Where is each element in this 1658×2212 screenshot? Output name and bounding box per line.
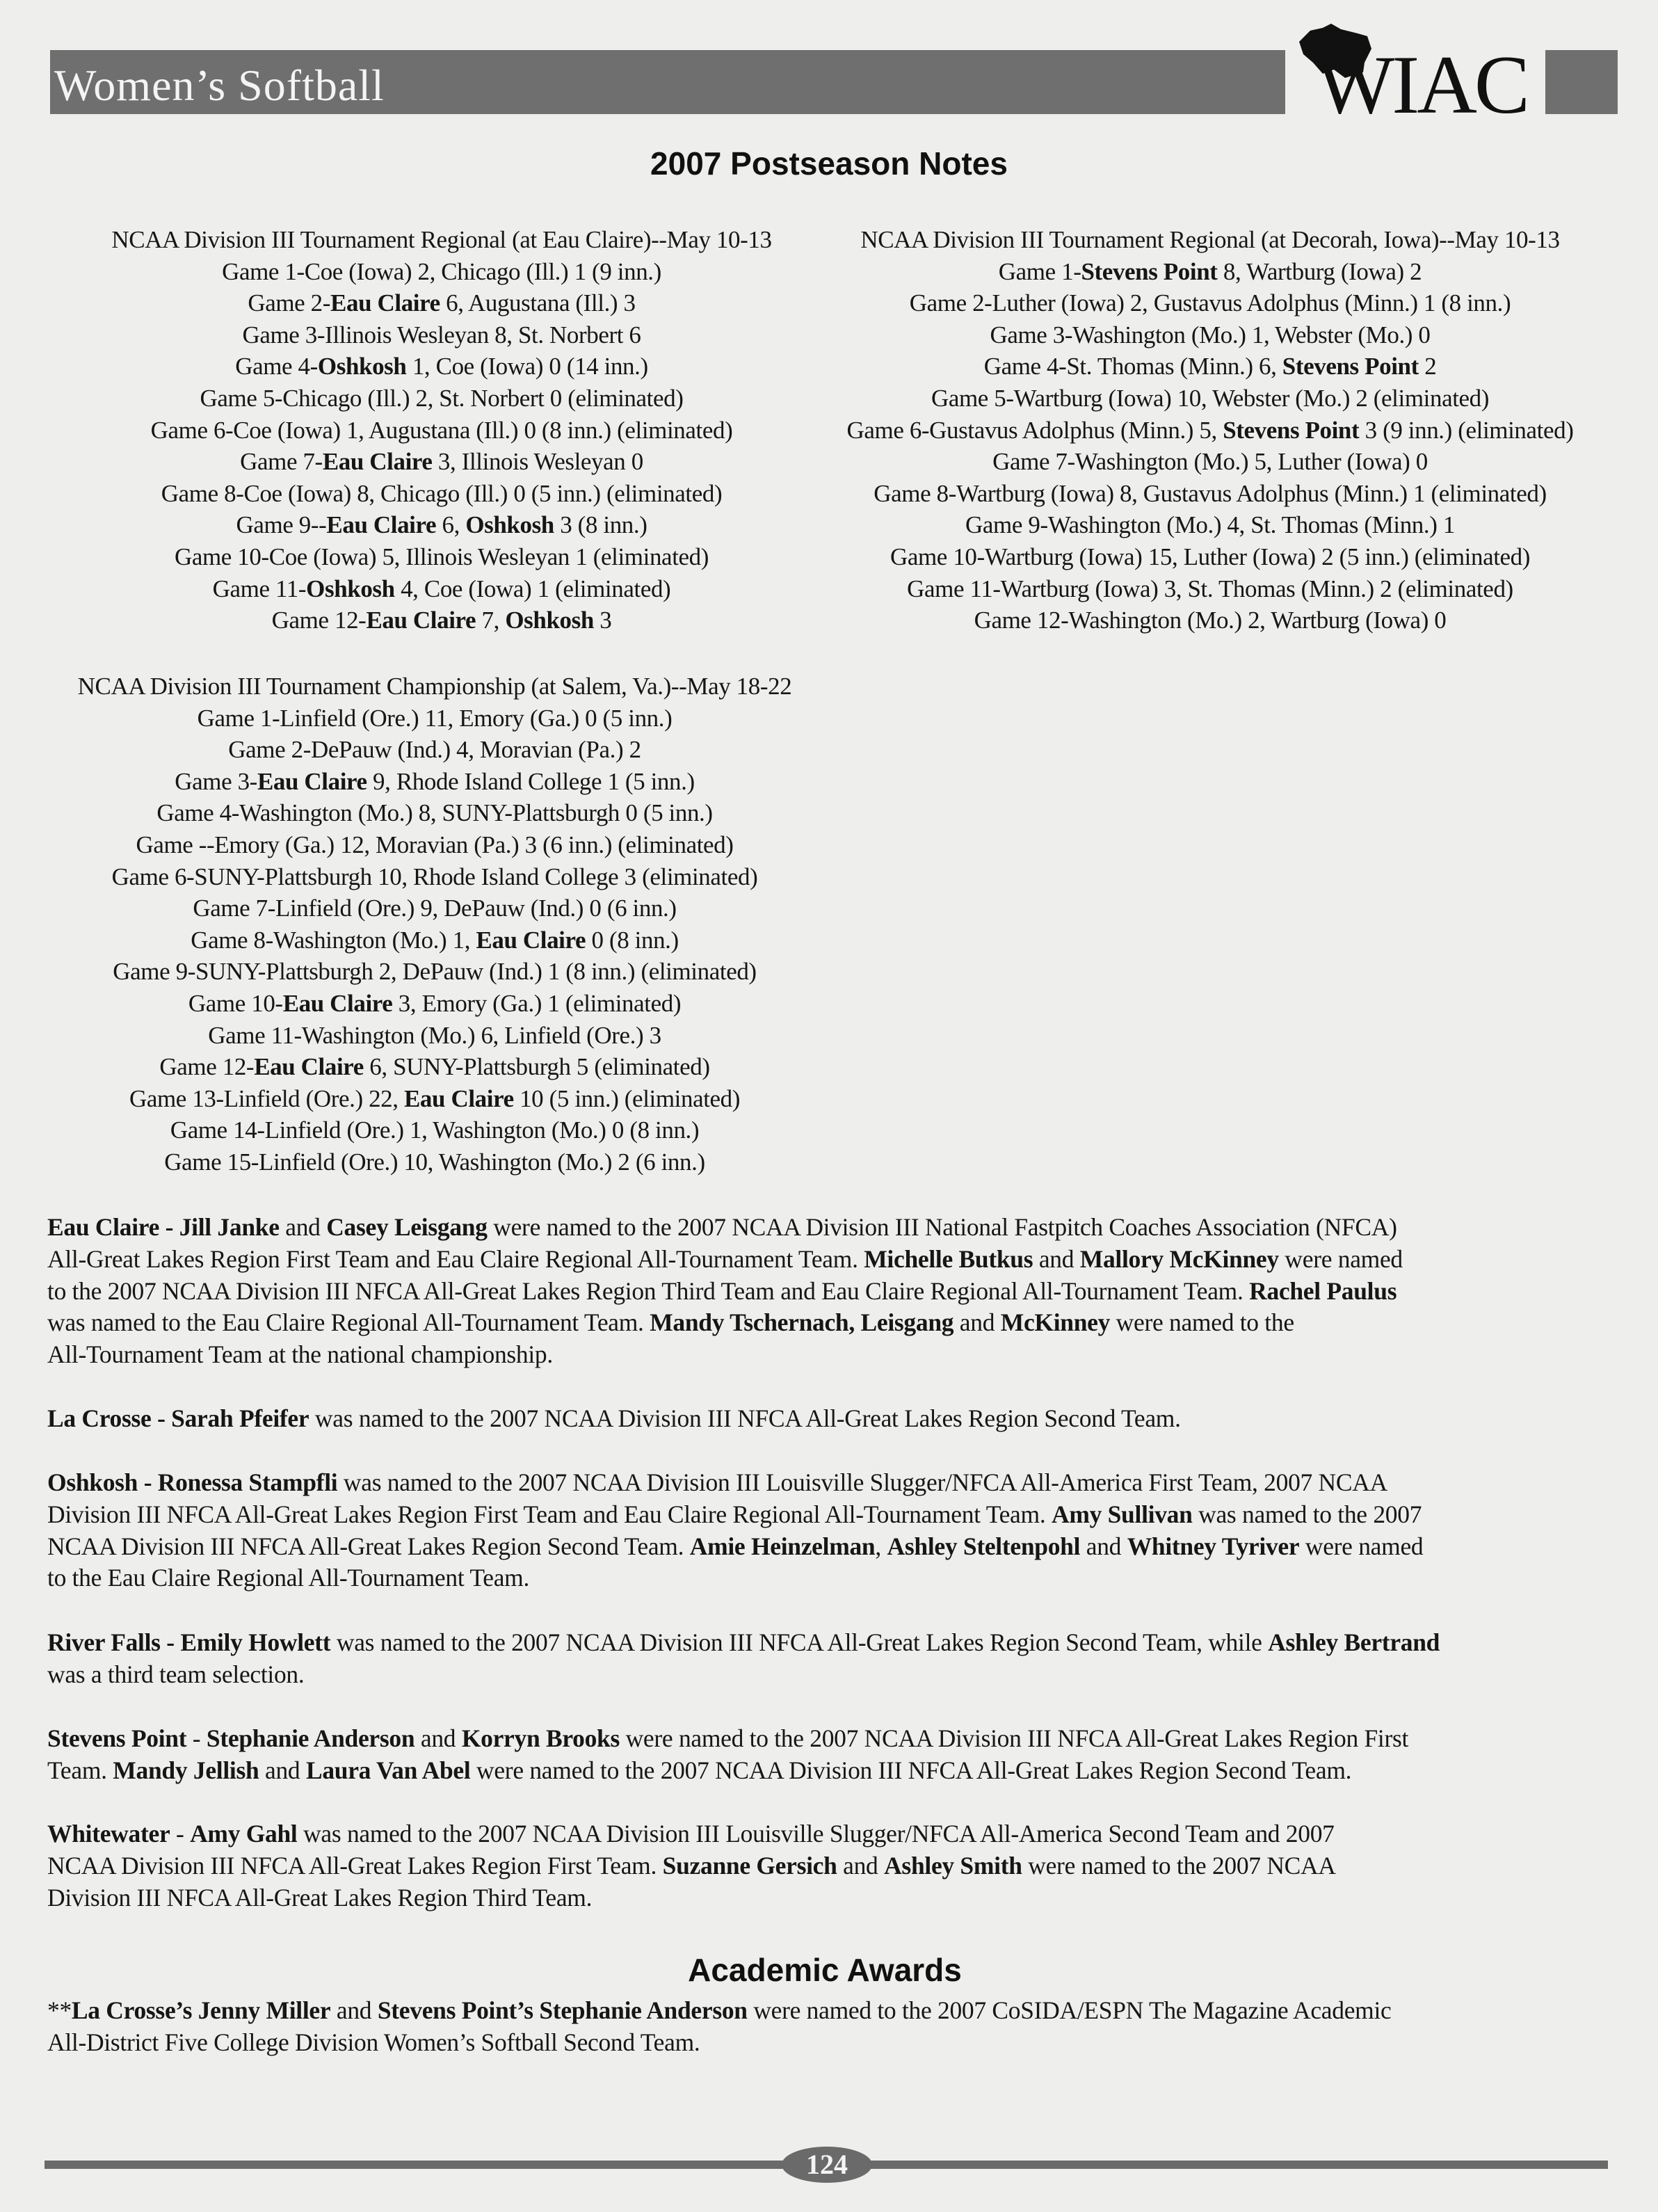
- bold-name: Stevens Point: [47, 1724, 187, 1752]
- text-segment: were named to the 2007 CoSIDA/ESPN The Magazine Academic: [747, 1996, 1392, 2024]
- text-segment: All-Tournament Team at the national championship.: [47, 1340, 553, 1369]
- game-result: [42, 351, 842, 383]
- game-result: [42, 956, 828, 988]
- bold-name: Amy Gahl: [190, 1820, 298, 1848]
- regional-decorah-heading: NCAA Division III Tournament Regional (at Decorah, Iowa)--May 10-13: [860, 226, 1560, 253]
- text-segment: Game 1-Coe (Iowa) 2, Chicago (Ill.) 1 (9 inn.): [222, 257, 661, 285]
- text-segment: Game 6-Gustavus Adolphus (Minn.) 5,: [846, 416, 1223, 444]
- text-segment: Game 3-Illinois Wesleyan 8, St. Norbert 6: [242, 321, 641, 348]
- game-result: [42, 1146, 828, 1178]
- bold-name: Eau Claire: [326, 511, 437, 539]
- game-result: [800, 287, 1620, 319]
- bold-name: Oshkosh - Ronessa Stampfli: [47, 1468, 338, 1496]
- bold-name: Ashley Smith: [884, 1851, 1022, 1880]
- bold-name: Stevens Point’s Stephanie Anderson: [377, 1996, 748, 2024]
- bold-name: Eau Claire: [366, 607, 476, 634]
- text-segment: -: [170, 1820, 191, 1848]
- text-segment: Team.: [47, 1756, 113, 1784]
- bold-name: Eau Claire: [282, 989, 393, 1017]
- game-result: [42, 703, 828, 735]
- section-title: Women’s Softball: [54, 61, 385, 110]
- text-segment: and: [414, 1724, 462, 1752]
- text-segment: was named to the 2007 NCAA Division III NFCA All-Great Lakes Region Second Team.: [309, 1404, 1181, 1432]
- text-segment: Game 5-Chicago (Ill.) 2, St. Norbert 0 (eliminated): [200, 384, 684, 412]
- text-segment: Game 9--: [236, 511, 327, 539]
- bold-name: Ashley Steltenpohl: [887, 1532, 1081, 1560]
- game-result: [42, 541, 842, 573]
- game-result: [800, 256, 1620, 288]
- bold-name: Stevens Point: [1282, 353, 1419, 380]
- text-segment: Game 4-Washington (Mo.) 8, SUNY-Plattsburgh 0 (5 inn.): [156, 799, 713, 827]
- text-segment: Game 7-Washington (Mo.) 5, Luther (Iowa) 0: [992, 448, 1428, 476]
- game-result: [800, 446, 1620, 478]
- bold-name: Eau Claire: [330, 289, 440, 317]
- game-result: [42, 892, 828, 924]
- text-segment: 3: [593, 607, 612, 634]
- text-segment: Game 10-Coe (Iowa) 5, Illinois Wesleyan 1 (eliminated): [174, 543, 709, 570]
- bold-name: Eau Claire: [257, 767, 367, 795]
- regional-decorah: [800, 224, 1620, 634]
- bold-name: Ashley Bertrand: [1268, 1628, 1440, 1656]
- note-stevens-point: [47, 1723, 1620, 1787]
- bold-name: Eau Claire - Jill Janke: [47, 1213, 280, 1241]
- text-segment: 10 (5 inn.) (eliminated): [513, 1084, 741, 1112]
- game-result: [42, 604, 842, 636]
- game-result: [800, 351, 1620, 383]
- text-segment: 3 (9 inn.) (eliminated): [1359, 416, 1574, 444]
- game-result: [800, 541, 1620, 573]
- bold-name: Whitewater: [47, 1820, 170, 1848]
- text-segment: Game 7-: [240, 448, 323, 476]
- text-segment: 6, Augustana (Ill.) 3: [440, 289, 636, 317]
- text-segment: 0 (8 inn.): [586, 926, 679, 954]
- text-segment: Game 12-: [271, 607, 367, 634]
- bold-name: La Crosse’s Jenny Miller: [71, 1996, 331, 2024]
- text-segment: 8, Wartburg (Iowa) 2: [1217, 257, 1422, 285]
- note-line: [47, 1339, 1620, 1371]
- bold-name: McKinney: [1000, 1308, 1111, 1337]
- text-segment: Game 8-Coe (Iowa) 8, Chicago (Ill.) 0 (5 inn.) (eliminated): [161, 479, 723, 507]
- text-segment: was a third team selection.: [47, 1660, 305, 1688]
- bold-name: River Falls - Emily Howlett: [47, 1628, 331, 1656]
- note-line: [47, 1403, 1620, 1435]
- bold-name: Mallory McKinney: [1079, 1244, 1279, 1273]
- text-segment: were named: [1278, 1244, 1403, 1273]
- text-segment: 4, Coe (Iowa) 1 (eliminated): [394, 575, 671, 602]
- text-segment: Game 1-Linfield (Ore.) 11, Emory (Ga.) 0 (5 inn.): [197, 704, 673, 732]
- academic-awards-heading: Academic Awards: [688, 1952, 962, 1988]
- text-segment: was named to the 2007 NCAA Division III Louisville Slugger/NFCA All-America Second Team and 2007: [297, 1820, 1335, 1848]
- bold-name: Amie Heinzelman: [689, 1532, 876, 1560]
- text-segment: and: [330, 1996, 378, 2024]
- text-segment: and: [1080, 1532, 1127, 1560]
- game-result: [42, 573, 842, 605]
- note-line: [47, 1212, 1620, 1244]
- note-line: [47, 1276, 1620, 1308]
- text-segment: Game 7-Linfield (Ore.) 9, DePauw (Ind.) 0 (6 inn.): [193, 895, 677, 922]
- note-line: [47, 1659, 1620, 1691]
- text-segment: Game 11-Wartburg (Iowa) 3, St. Thomas (Minn.) 2 (eliminated): [907, 575, 1513, 602]
- game-result: [800, 604, 1620, 636]
- text-segment: Game 8-Wartburg (Iowa) 8, Gustavus Adolphus (Minn.) 1 (eliminated): [874, 479, 1547, 507]
- championship-heading: NCAA Division III Tournament Championship (at Salem, Va.)--May 18-22: [77, 673, 792, 700]
- text-segment: Game 11-: [212, 575, 307, 602]
- game-result: [800, 415, 1620, 447]
- bold-name: Suzanne Gersich: [662, 1851, 837, 1880]
- game-result: [800, 573, 1620, 605]
- text-segment: were named to the 2007 NCAA Division III NFCA All-Great Lakes Region First: [620, 1724, 1409, 1752]
- note-line: [47, 1818, 1620, 1850]
- text-segment: were named to the 2007 NCAA Division III National Fastpitch Coaches Association (NFCA): [487, 1213, 1397, 1241]
- note-line: [47, 1723, 1620, 1755]
- text-segment: Game 11-Washington (Mo.) 6, Linfield (Ore.) 3: [208, 1021, 661, 1049]
- game-result: [42, 446, 842, 478]
- text-segment: Game 6-SUNY-Plattsburgh 10, Rhode Island College 3 (eliminated): [111, 863, 758, 890]
- note-line: [47, 1467, 1620, 1499]
- note-line: [47, 1882, 1620, 1914]
- game-result: [42, 988, 828, 1020]
- text-segment: Game 2-DePauw (Ind.) 4, Moravian (Pa.) 2: [228, 736, 641, 764]
- text-segment: to the Eau Claire Regional All-Tournament Team.: [47, 1564, 530, 1592]
- bold-name: Oshkosh: [465, 511, 554, 539]
- text-segment: Game --Emory (Ga.) 12, Moravian (Pa.) 3 (6 inn.) (eliminated): [136, 831, 734, 858]
- note-line: [47, 1531, 1620, 1563]
- bold-name: Laura Van Abel: [305, 1756, 471, 1784]
- academic-awards-text: [47, 1995, 1620, 2059]
- text-segment: Game 10-: [188, 989, 283, 1017]
- text-segment: NCAA Division III NFCA All-Great Lakes Region Second Team.: [47, 1532, 690, 1560]
- text-segment: were named to the 2007 NCAA: [1022, 1851, 1336, 1880]
- text-segment: **: [47, 1996, 72, 2024]
- note-line: [47, 1850, 1620, 1882]
- game-result: [42, 829, 828, 861]
- bold-name: Oshkosh: [505, 607, 594, 634]
- text-segment: was named to the Eau Claire Regional All-Tournament Team.: [47, 1308, 650, 1337]
- text-segment: Division III NFCA All-Great Lakes Region Third Team.: [47, 1883, 593, 1912]
- text-segment: Game 1-: [998, 257, 1081, 285]
- text-segment: Game 3-: [175, 767, 257, 795]
- game-result: [42, 734, 828, 766]
- game-result: [42, 1083, 828, 1115]
- regional-eau-claire: [42, 224, 842, 634]
- text-segment: Game 3-Washington (Mo.) 1, Webster (Mo.) 0: [990, 321, 1431, 348]
- bold-name: Oshkosh: [317, 353, 407, 380]
- text-segment: Game 2-: [248, 289, 331, 317]
- game-result: [42, 924, 828, 956]
- text-segment: All-Great Lakes Region First Team and Eau Claire Regional All-Tournament Team.: [47, 1244, 864, 1273]
- note-la-crosse: [47, 1403, 1620, 1435]
- text-segment: Game 10-Wartburg (Iowa) 15, Luther (Iowa) 2 (5 inn.) (eliminated): [890, 543, 1531, 570]
- game-result: [42, 797, 828, 829]
- text-segment: ,: [875, 1532, 887, 1560]
- note-line: [47, 1562, 1620, 1594]
- bold-name: Eau Claire: [476, 926, 586, 954]
- text-segment: Game 12-: [159, 1053, 255, 1081]
- note-line: [47, 1307, 1620, 1339]
- text-segment: Game 4-St. Thomas (Minn.) 6,: [983, 353, 1282, 380]
- game-result: [800, 383, 1620, 415]
- text-segment: Game 14-Linfield (Ore.) 1, Washington (Mo.) 0 (8 inn.): [170, 1116, 700, 1144]
- text-segment: Game 15-Linfield (Ore.) 10, Washington (Mo.) 2 (6 inn.): [164, 1148, 705, 1176]
- bold-name: Eau Claire: [322, 448, 433, 476]
- text-segment: Game 9-SUNY-Plattsburgh 2, DePauw (Ind.) 1 (8 inn.) (eliminated): [113, 958, 757, 986]
- text-segment: 2: [1418, 353, 1437, 380]
- text-segment: Game 8-Washington (Mo.) 1,: [191, 926, 476, 954]
- banner-end-block: [1545, 50, 1618, 114]
- game-result: [42, 415, 842, 447]
- game-result: [42, 861, 828, 893]
- bold-name: Mandy Tschernach, Leisgang: [650, 1308, 954, 1337]
- regional-eau-claire-heading: NCAA Division III Tournament Regional (at Eau Claire)--May 10-13: [111, 226, 772, 253]
- championship: [42, 671, 828, 1176]
- text-segment: -: [186, 1724, 207, 1752]
- text-segment: and: [1033, 1244, 1080, 1273]
- note-line: [47, 1244, 1620, 1276]
- note-line: [47, 1627, 1620, 1659]
- bold-name: Stevens Point: [1223, 416, 1360, 444]
- bold-name: Casey Leisgang: [326, 1213, 488, 1241]
- bold-name: Whitney Tyriver: [1127, 1532, 1300, 1560]
- text-segment: Game 6-Coe (Iowa) 1, Augustana (Ill.) 0 (8 inn.) (eliminated): [150, 416, 733, 444]
- text-segment: 9, Rhode Island College 1 (5 inn.): [367, 767, 695, 795]
- text-segment: Game 5-Wartburg (Iowa) 10, Webster (Mo.) 2 (eliminated): [931, 384, 1490, 412]
- game-result: [42, 383, 842, 415]
- wiac-logo: WIAC: [1316, 38, 1527, 131]
- text-segment: NCAA Division III NFCA All-Great Lakes Region First Team.: [47, 1851, 663, 1880]
- text-segment: Game 9-Washington (Mo.) 4, St. Thomas (Minn.) 1: [965, 511, 1455, 539]
- game-result: [42, 478, 842, 510]
- game-result: [800, 319, 1620, 351]
- text-segment: and: [953, 1308, 1001, 1337]
- bold-name: La Crosse - Sarah Pfeifer: [47, 1404, 309, 1432]
- game-result: [42, 509, 842, 541]
- bold-name: Amy Sullivan: [1051, 1500, 1193, 1528]
- text-segment: All-District Five College Division Women’s Softball Second Team.: [47, 2028, 700, 2056]
- bold-name: Eau Claire: [403, 1084, 514, 1112]
- text-segment: Game 13-Linfield (Ore.) 22,: [129, 1084, 404, 1112]
- text-segment: was named to the 2007: [1192, 1500, 1422, 1528]
- bold-name: Stephanie Anderson: [206, 1724, 415, 1752]
- text-segment: Division III NFCA All-Great Lakes Region First Team and Eau Claire Regional All-Tournament Team.: [47, 1500, 1052, 1528]
- bold-name: Rachel Paulus: [1249, 1276, 1397, 1305]
- text-segment: 3, Emory (Ga.) 1 (eliminated): [392, 989, 682, 1017]
- bold-name: Stevens Point: [1081, 257, 1218, 285]
- text-segment: 6,: [436, 511, 466, 539]
- game-result: [42, 1020, 828, 1052]
- text-segment: and: [837, 1851, 885, 1880]
- text-segment: 3, Illinois Wesleyan 0: [432, 448, 643, 476]
- game-result: [800, 509, 1620, 541]
- note-line: [47, 1499, 1620, 1531]
- game-result: [42, 319, 842, 351]
- note-eau-claire: [47, 1212, 1620, 1371]
- text-segment: 6, SUNY-Plattsburgh 5 (eliminated): [363, 1053, 710, 1081]
- note-oshkosh: [47, 1467, 1620, 1594]
- academic-line: [47, 2027, 1620, 2059]
- text-segment: 1, Coe (Iowa) 0 (14 inn.): [406, 353, 648, 380]
- text-segment: Game 4-: [235, 353, 318, 380]
- text-segment: 3 (8 inn.): [554, 511, 647, 539]
- text-segment: 7,: [476, 607, 506, 634]
- text-segment: and: [259, 1756, 306, 1784]
- bold-name: Oshkosh: [306, 575, 395, 602]
- text-segment: were named: [1299, 1532, 1424, 1560]
- text-segment: Game 2-Luther (Iowa) 2, Gustavus Adolphus (Minn.) 1 (8 inn.): [909, 289, 1511, 317]
- game-result: [42, 1114, 828, 1146]
- bold-name: Michelle Butkus: [864, 1244, 1033, 1273]
- text-segment: Game 12-Washington (Mo.) 2, Wartburg (Iowa) 0: [974, 607, 1447, 634]
- text-segment: were named to the: [1110, 1308, 1294, 1337]
- postseason-notes-heading: 2007 Postseason Notes: [650, 145, 1008, 182]
- bold-name: Mandy Jellish: [113, 1756, 259, 1784]
- text-segment: and: [279, 1213, 327, 1241]
- text-segment: was named to the 2007 NCAA Division III Louisville Slugger/NFCA All-America First Team, 2007 NCAA: [337, 1468, 1387, 1496]
- text-segment: to the 2007 NCAA Division III NFCA All-Great Lakes Region Third Team and Eau Claire Regional All-Tournament Team.: [47, 1276, 1250, 1305]
- game-result: [42, 287, 842, 319]
- text-segment: were named to the 2007 NCAA Division III NFCA All-Great Lakes Region Second Team.: [470, 1756, 1352, 1784]
- bold-name: Eau Claire: [254, 1053, 364, 1081]
- game-result: [42, 256, 842, 288]
- note-river-falls: [47, 1627, 1620, 1691]
- page-number: 124: [806, 2149, 848, 2180]
- game-result: [42, 1051, 828, 1083]
- bold-name: Korryn Brooks: [461, 1724, 620, 1752]
- note-whitewater: [47, 1818, 1620, 1914]
- note-line: [47, 1755, 1620, 1787]
- game-result: [800, 478, 1620, 510]
- game-result: [42, 766, 828, 798]
- text-segment: was named to the 2007 NCAA Division III NFCA All-Great Lakes Region Second Team, while: [330, 1628, 1269, 1656]
- academic-line: [47, 1995, 1620, 2027]
